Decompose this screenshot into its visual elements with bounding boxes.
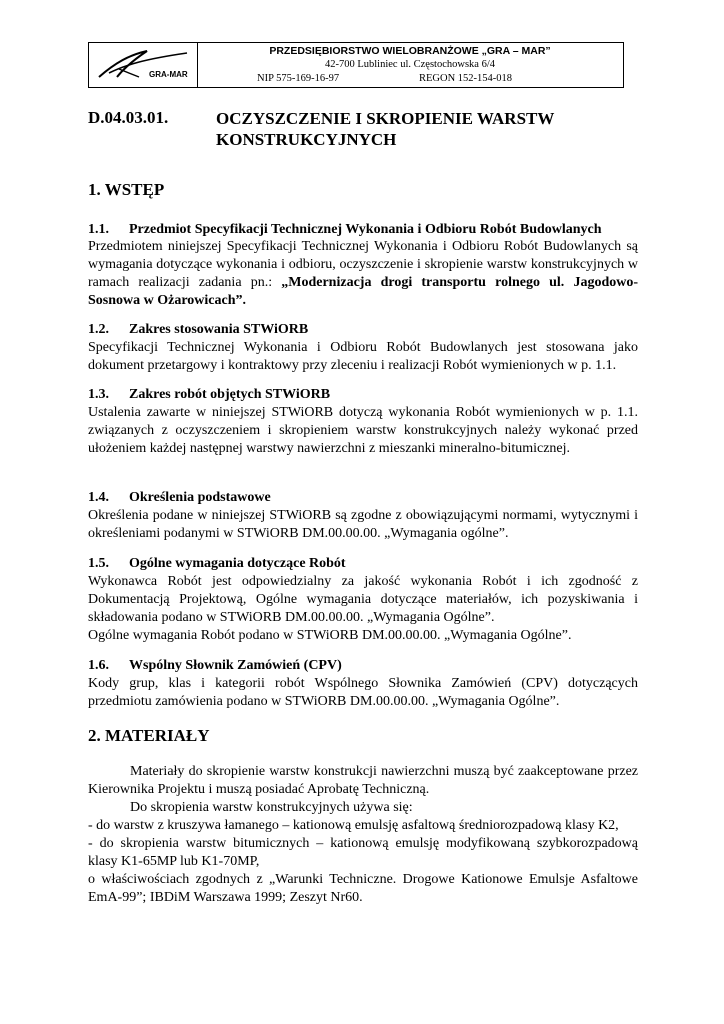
subsection-number: 1.4. xyxy=(88,490,109,505)
subsection-number: 1.1. xyxy=(88,222,109,237)
document-code: D.04.03.01. xyxy=(88,108,169,127)
subsection-title: Ogólne wymagania dotyczące Robót xyxy=(129,556,346,571)
subsection-number: 1.3. xyxy=(88,387,109,402)
subsection-title: Zakres robót objętych STWiORB xyxy=(129,387,331,402)
company-header xyxy=(88,42,624,88)
section-heading-intro: 1. WSTĘP xyxy=(88,180,165,199)
paragraph-text: Do skropienia warstw konstrukcyjnych używa się: xyxy=(130,800,413,815)
subsection-title: Zakres stosowania STWiORB xyxy=(129,322,309,337)
company-nip: NIP 575-169-16-97 xyxy=(257,73,340,84)
subsection-number: 1.6. xyxy=(88,658,109,673)
paragraph-text: Określenia podane w niniejszej STWiORB są zgodne z obowiązującymi normami, wytycznymi i określeniami podanymi w STWiORB DM.00.00.00. „Wymagania ogólne”. xyxy=(88,508,638,541)
paragraph-1-6 xyxy=(88,675,638,711)
logo xyxy=(89,43,198,87)
section-heading-materials: 2. MATERIAŁY xyxy=(88,726,210,745)
paragraph-text: Wykonawca Robót jest odpowiedzialny za jakość wykonania Robót i ich zgodność z Dokumentacją Projektową, Ogólne wymagania dotyczące materiałów, ich pozyskiwania i składowania podano w STWiORB DM.00.00.00. „Wymagania Ogólne”. xyxy=(88,574,638,625)
paragraph-1-1 xyxy=(88,238,638,310)
logo-text: GRA-MAR xyxy=(149,70,188,79)
paragraph-1-5 xyxy=(88,573,638,645)
project-name: „Modernizacja drogi transportu rolnego ul. Jagodowo-Sosnowa w Ożarowicach”. xyxy=(88,275,638,308)
subsection-title: Wspólny Słownik Zamówień (CPV) xyxy=(129,658,342,673)
subsection-heading-1-2 xyxy=(88,322,308,338)
list-item: - do warstw z kruszywa łamanego – kationową emulsję asfaltową średniorozpadową klasy K2, xyxy=(88,818,619,833)
paragraph-text: Ogólne wymagania Robót podano w STWiORB DM.00.00.00. „Wymagania Ogólne”. xyxy=(88,628,572,643)
subsection-title: Przedmiot Specyfikacji Technicznej Wykonania i Odbioru Robót Budowlanych xyxy=(129,222,602,237)
list-item: - do skropienia warstw bitumicznych – kationową emulsję modyfikowaną szybkorozpadową klasy K1-65MP lub K1-70MP, xyxy=(88,836,638,869)
subsection-heading-1-4 xyxy=(88,490,271,506)
company-address: 42-700 Lubliniec ul. Częstochowska 6/4 xyxy=(324,59,495,70)
subsection-title: Określenia podstawowe xyxy=(129,490,271,505)
subsection-number: 1.2. xyxy=(88,322,109,337)
paragraph-1-2 xyxy=(88,339,638,375)
paragraph-text: Specyfikacji Technicznej Wykonania i Odbioru Robót Budowlanych jest stosowana jako dokument przetargowy i kontraktowy przy zleceniu i realizacji Robót wymienionych w p. 1.1. xyxy=(88,340,638,373)
subsection-number: 1.5. xyxy=(88,556,109,571)
subsection-heading-1-6 xyxy=(88,658,342,674)
company-regon: REGON 152-154-018 xyxy=(419,73,513,84)
subsection-heading-1-3 xyxy=(88,387,330,403)
paragraph-materials xyxy=(88,763,638,907)
paragraph-text: Kody grup, klas i kategorii robót Wspólnego Słownika Zamówień (CPV) dotyczących przedmiotu zamówienia podano w STWiORB DM.00.00.00. „Wymagania Ogólne”. xyxy=(88,676,638,709)
subsection-heading-1-5 xyxy=(88,556,346,572)
paragraph-text: Ustalenia zawarte w niniejszej STWiORB dotyczą wykonania Robót wymienionych w p. 1.1. związanych z oczyszczeniem i skropieniem warstw konstrukcyjnych należy wykonać przed ułożeniem każdej następnej warstwy nawierzchni z mieszanki mineralno-bitumicznej. xyxy=(88,405,638,456)
document-title: OCZYSZCZENIE I SKROPIENIE WARSTW KONSTRUKCYJNYCH xyxy=(216,109,555,149)
subsection-heading-1-1 xyxy=(88,222,602,238)
paragraph-1-4 xyxy=(88,507,638,543)
paragraph-text: o właściwościach zgodnych z „Warunki Techniczne. Drogowe Kationowe Emulsje Asfaltowe EmA-99”; IBDiM Warszawa 1999; Zeszyt Nr60. xyxy=(88,872,638,905)
paragraph-1-3 xyxy=(88,404,638,458)
paragraph-text: Przedmiotem niniejszej Specyfikacji Technicznej Wykonania i Odbioru Robót Budowlanych są wymagania dotyczące wykonania i odbioru, oczyszczenie i skropienie warstw konstrukcyjnych w ramach realizacji zadania pn.: xyxy=(88,239,638,290)
company-name: PRZEDSIĘBIORSTWO WIELOBRANŻOWE „GRA – MAR” xyxy=(269,45,551,57)
paragraph-text: Materiały do skropienie warstw konstrukcji nawierzchni muszą być zaakceptowane przez Kierownika Projektu i muszą posiadać Aprobatę Techniczną. xyxy=(88,764,638,797)
